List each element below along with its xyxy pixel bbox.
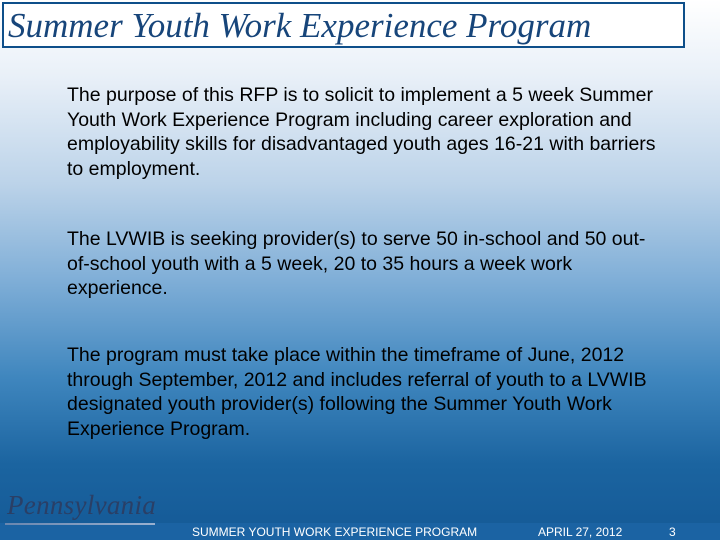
logo-tagline-line — [5, 523, 155, 525]
slide-title-box — [2, 2, 685, 48]
pennsylvania-logo — [5, 490, 185, 540]
body-paragraph-timeframe: The program must take place within the timeframe of June, 2012 through September, 2012 and includes referral of youth to a LVWIB designated youth provider(s) following the Summer Youth Work Experience Program. — [67, 344, 647, 440]
slide-title: Summer Youth Work Experience Program — [8, 5, 592, 45]
footer-date: APRIL 27, 2012 — [538, 525, 623, 539]
footer-page-number: 3 — [669, 525, 676, 539]
logo-wordmark: Pennsylvania — [7, 490, 157, 520]
body-paragraph-providers: The LVWIB is seeking provider(s) to serve 50 in-school and 50 out-of-school youth with a 5 week, 20 to 35 hours a week work experience. — [67, 228, 646, 299]
footer-presentation-title: SUMMER YOUTH WORK EXPERIENCE PROGRAM — [192, 525, 478, 539]
body-paragraph-purpose: The purpose of this RFP is to solicit to implement a 5 week Summer Youth Work Experience Program including career exploration and employability skills for disadvantaged youth ages 16-21 with barriers to employment. — [67, 84, 656, 180]
